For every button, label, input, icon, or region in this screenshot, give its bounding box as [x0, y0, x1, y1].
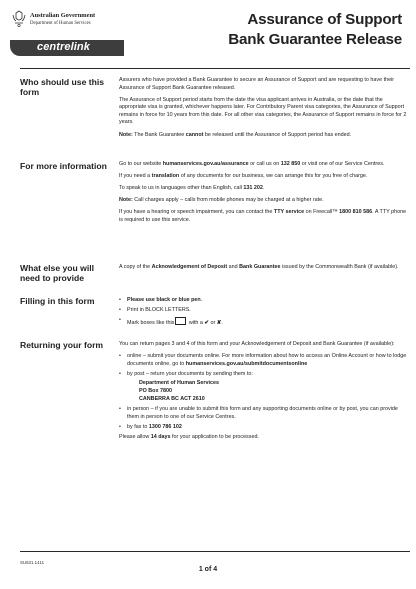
paragraph: If you have a hearing or speech impairment, you can contact the TTY service on Freecall™ 1800 810 586. A TTY phone is required to use this service. [119, 209, 407, 223]
section-heading-info: For more information [20, 161, 107, 171]
paragraph: Please allow 14 days for your application to be processed. [119, 434, 259, 441]
paragraph: You can return pages 3 and 4 of this form and your Acknowledgement of Deposit and Bank Guarantee (if available): [119, 341, 395, 347]
list-item: • Please use black or blue pen. [119, 297, 409, 305]
list-item: • online – submit your documents online. For more information about how to access an Online Account or how to lodge documents online, go to humanservices.gov.au/submitdocumentsonline [119, 353, 409, 368]
postal-address: Department of Human Services PO Box 7800 CANBERRA BC ACT 2610 [139, 380, 219, 402]
department-name: Department of Human Services [30, 21, 91, 26]
form-title-line1: Assurance of Support [247, 11, 402, 28]
brand-logo: centrelink [37, 41, 90, 53]
section-heading-who: Who should use this form [20, 77, 105, 97]
page-number: 1 of 4 [198, 566, 218, 573]
form-code: SU631.1411 [20, 560, 45, 565]
section-body-else [119, 264, 409, 276]
form-title-line2: Bank Guarantee Release [228, 31, 402, 48]
website-link[interactable]: humanservices.gov.au/assurance [162, 161, 249, 167]
section-heading-returning: Returning your form [20, 340, 104, 350]
paragraph: If you need a translation of any documents for our business, we can arrange this for you free of charge. [119, 173, 368, 180]
list-item: • by post – return your documents by sending them to: Department of Human Services PO Box 7800 CANBERRA BC ACT 2610 [119, 371, 409, 403]
paragraph: A copy of the Acknowledgement of Deposit and Bank Guarantee issued by the Commonwealth Bank (if available). [119, 264, 399, 270]
cross-icon: ✘ [216, 320, 222, 327]
section-body-filling [119, 297, 409, 331]
return-methods-list [119, 353, 409, 431]
section-heading-else: What else you will need to provide [20, 263, 95, 283]
tick-icon: ✔ [204, 320, 209, 327]
paragraph: Note: The Bank Guarantee cannot be released until the Assurance of Support period has ended. [119, 131, 352, 138]
list-item: • in person – if you are unable to submit this form and any supporting documents online or by post, you can provide them in person to one of our Service Centres. [119, 406, 409, 421]
section-divider [20, 68, 410, 69]
section-body-returning [119, 341, 409, 447]
list-item: • Mark boxes like this with a ✔ or ✘. [119, 317, 409, 328]
section-divider [20, 551, 410, 552]
sample-checkbox [175, 317, 186, 325]
paragraph: Assurers who have provided a Bank Guarantee to secure an Assurance of Support and are requesting to have their Assurance of Support Bank Guarantee released. [119, 77, 395, 91]
government-name: Australian Government [30, 12, 96, 19]
list-item: • Print in BLOCK LETTERS. [119, 307, 409, 315]
list-item: • by fax to 1300 786 102 [119, 424, 409, 432]
submit-online-link[interactable]: humanservices.gov.au/submitdocumentsonline [185, 360, 308, 367]
paragraph: Note: Call charges apply – calls from mobile phones may be charged at a higher rate. [119, 197, 324, 204]
paragraph: The Assurance of Support period starts from the date the visa applicant arrives in Australia, or the date that the appropriate visa is granted, whichever happens later. For Contributory Parent visa categories, the Assurance of Support remains in force for 10 years from this date. For all other visa categories, the Assurance of Support remains in force for 2 years. [119, 96, 407, 126]
section-heading-filling: Filling in this form [20, 296, 95, 306]
section-body-who [119, 77, 409, 144]
instruction-list [119, 297, 409, 328]
paragraph: To speak to us in languages other than English, call 131 202. [119, 185, 265, 192]
section-body-info [119, 161, 409, 229]
coat-of-arms-icon [12, 10, 26, 28]
paragraph: Go to our website humanservices.gov.au/assurance or call us on 132 850 or visit one of our Service Centres. [119, 161, 385, 167]
